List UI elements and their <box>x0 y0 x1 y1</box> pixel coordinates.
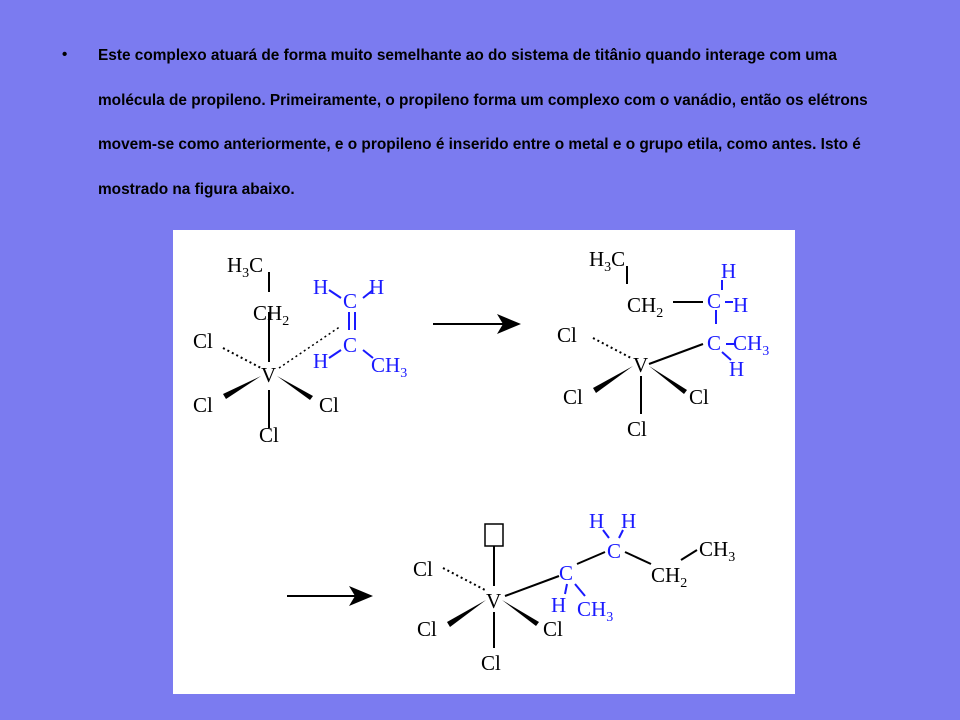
structure-1 <box>193 253 407 447</box>
cl-label-2c: Cl <box>689 385 709 409</box>
c-label-2a: C <box>707 289 722 313</box>
ch2-label-1: $CH_2$ <box>253 301 290 329</box>
bullet-text: Este complexo atuará de forma muito semelhante ao do sistema de titânio quando interage com uma molécula de propileno. Primeiramente, o propileno forma um complexo com o vanádio, então os elétrons movem-se como anteriormente, e o propileno é inserido entre o metal e o grupo etila, como antes. Isto é mostrado na figura abaixo. <box>98 47 868 198</box>
cl-label-3d: Cl <box>481 651 501 675</box>
structure-3 <box>413 509 735 675</box>
bullet-symbol: • <box>62 46 68 63</box>
c-label-3b: C <box>607 539 622 563</box>
ch2-label-2: $CH_2$ <box>627 293 664 321</box>
h-label-2b: H <box>733 293 749 317</box>
vacant-site-box <box>485 524 503 546</box>
c-label-3a: C <box>559 561 574 585</box>
v-label-2: V <box>633 353 649 377</box>
ch3-label-1: $CH_3$ <box>371 353 408 381</box>
ch3-label-3: $CH_3$ <box>577 597 614 625</box>
ch-bond-1a <box>329 290 341 298</box>
structure-2 <box>557 247 769 441</box>
v-c-bond-2 <box>649 344 703 364</box>
v-label-1: V <box>261 363 277 387</box>
cl-label-3b: Cl <box>417 617 437 641</box>
cl-label-3c: Cl <box>543 617 563 641</box>
v-cl-dashed-bond-2 <box>593 338 631 358</box>
v-alkene-pi-bond <box>279 326 341 368</box>
h-label-3c: H <box>621 509 637 533</box>
c-label-1a: C <box>343 289 358 313</box>
ch3-label-3b: $CH_3$ <box>699 537 736 565</box>
c-label-1b: C <box>343 333 358 357</box>
v-cl-wedge-left-3 <box>447 600 486 627</box>
h3c-label-2: $H_3C$ <box>589 247 626 275</box>
c-ch2-bond-3 <box>625 552 651 564</box>
cl-label-2d: Cl <box>627 417 647 441</box>
v-cl-dashed-bond-3 <box>443 568 485 590</box>
v-cl-dashed-bond-1 <box>223 348 261 368</box>
v-cl-wedge-left-1 <box>223 376 261 399</box>
v-cl-wedge-right-1 <box>277 376 313 400</box>
cl-label-3a: Cl <box>413 557 433 581</box>
h3c-label-1: $H_3C$ <box>227 253 264 281</box>
c-label-2b: C <box>707 331 722 355</box>
h-label-1c: H <box>313 349 329 373</box>
h-label-1a: H <box>313 275 329 299</box>
cl-label-1c: Cl <box>319 393 339 417</box>
cl-label-1d: Cl <box>259 423 279 447</box>
h-label-3b: H <box>589 509 605 533</box>
ch3-label-2: $CH_3$ <box>733 331 770 359</box>
ch-bond-1c <box>329 350 341 358</box>
c-ch3-bond-3 <box>575 584 585 596</box>
cl-label-1a: Cl <box>193 329 213 353</box>
v-cl-wedge-right-2 <box>649 366 687 394</box>
cl-label-2b: Cl <box>563 385 583 409</box>
cl-label-1b: Cl <box>193 393 213 417</box>
c-c-bond-3 <box>577 552 605 564</box>
ch2-ch3-bond-3 <box>681 550 697 560</box>
reaction-figure <box>173 230 795 694</box>
h-label-1b: H <box>369 275 385 299</box>
ch2-label-3: $CH_2$ <box>651 563 688 591</box>
h-label-2c: H <box>729 357 745 381</box>
h-label-3a: H <box>551 593 567 617</box>
reaction-diagram <box>173 230 795 694</box>
cl-label-2a: Cl <box>557 323 577 347</box>
v-cl-wedge-right-3 <box>502 600 539 626</box>
h-label-2a: H <box>721 259 737 283</box>
v-label-3: V <box>486 589 502 613</box>
v-cl-wedge-left-2 <box>593 366 633 393</box>
